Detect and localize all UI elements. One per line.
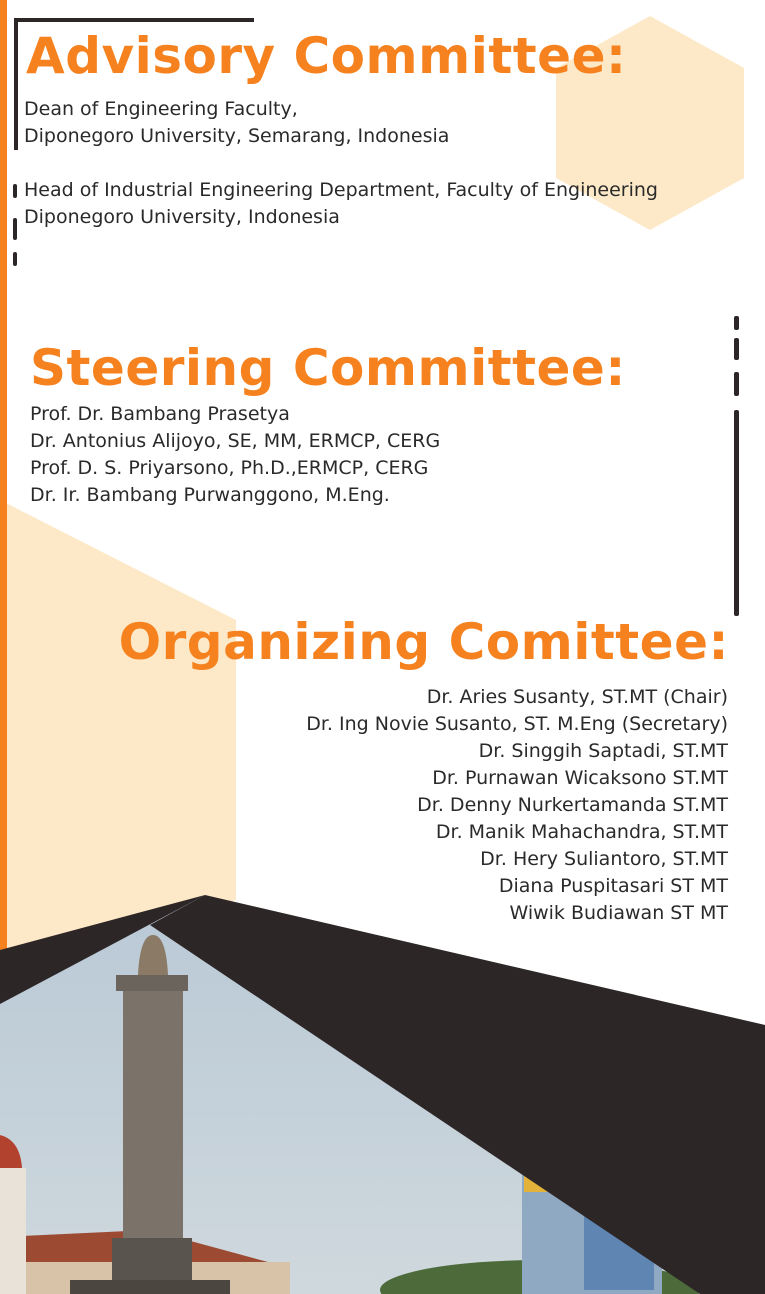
steering-member: Prof. Dr. Bambang Prasetya: [30, 403, 290, 425]
steering-heading: Steering Committee:: [30, 339, 626, 397]
dash-left-3: [13, 252, 17, 266]
organizing-member: Dr. Singgih Saptadi, ST.MT: [478, 740, 728, 762]
dome-tower: [0, 1168, 26, 1294]
advisory-heading: Advisory Committee:: [26, 27, 627, 85]
organizing-member: Dr. Purnawan Wicaksono ST.MT: [432, 767, 728, 789]
steering-member: Dr. Antonius Alijoyo, SE, MM, ERMCP, CERG: [30, 430, 441, 452]
organizing-heading: Organizing Comittee:: [118, 613, 729, 671]
bracket-left-line: [14, 18, 18, 150]
bracket-top-line: [14, 18, 254, 22]
dash-left-2: [13, 218, 17, 240]
advisory-line: Head of Industrial Engineering Department, Faculty of Engineering: [24, 179, 658, 201]
steering-member: Prof. D. S. Priyarsono, Ph.D.,ERMCP, CERG: [30, 457, 429, 479]
organizing-list: [306, 684, 728, 927]
advisory-line: Diponegoro University, Semarang, Indonesia: [24, 125, 450, 147]
advisory-line: Dean of Engineering Faculty,: [24, 98, 298, 120]
dash-right-1: [734, 316, 739, 330]
advisory-line: Diponegoro University, Indonesia: [24, 206, 340, 228]
organizing-member: Wiwik Budiawan ST MT: [509, 902, 728, 924]
organizing-member: Diana Puspitasari ST MT: [498, 875, 728, 897]
dash-left-1: [13, 184, 17, 198]
organizing-member: Dr. Ing Novie Susanto, ST. M.Eng (Secretary): [306, 713, 728, 735]
organizing-member: Dr. Aries Susanty, ST.MT (Chair): [426, 686, 728, 708]
monument-cap: [116, 975, 188, 991]
orange-left-bar: [0, 0, 7, 960]
monument-plinth: [70, 1280, 230, 1294]
steering-list: [30, 401, 440, 509]
organizing-member: Dr. Denny Nurkertamanda ST.MT: [417, 794, 728, 816]
steering-member: Dr. Ir. Bambang Purwanggono, M.Eng.: [30, 484, 390, 506]
pale-panel-shape: [0, 500, 236, 960]
dash-right-4: [734, 410, 739, 616]
organizing-member: Dr. Hery Suliantoro, ST.MT: [480, 848, 728, 870]
organizing-member: Dr. Manik Mahachandra, ST.MT: [435, 821, 728, 843]
dash-right-2: [734, 338, 739, 360]
advisory-text: [24, 96, 658, 231]
dash-right-3: [734, 372, 739, 396]
monument-shaft: [123, 985, 183, 1245]
